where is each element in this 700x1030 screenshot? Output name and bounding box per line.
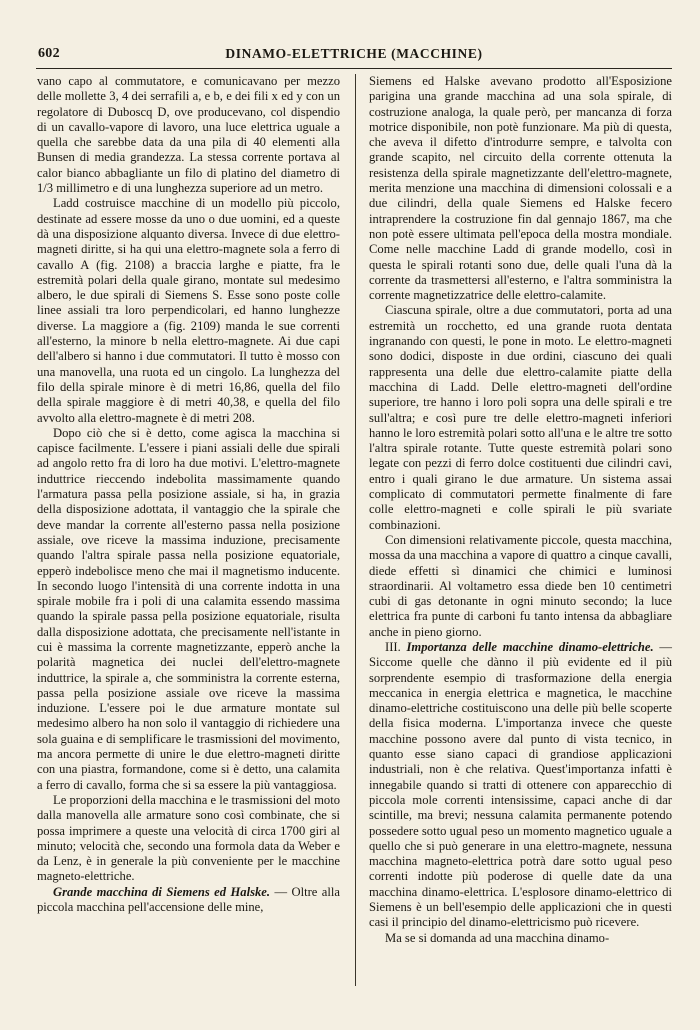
paragraph: Ma se si domanda ad una macchina dinamo- — [385, 930, 610, 945]
paragraph: Le proporzioni della macchina e le trasmissioni del moto dalla manovella alle armature sono così combinate, che si possa imprimere a queste una velocità di circa 1700 giri al minuto; velocità che, secondo una formola data da Weber e da Lenz, è in generale la più conveniente per le macchine magneto-elettriche. — [37, 792, 340, 884]
paragraph-text: — Oltre alla piccola macchina pell'accensione delle mine, — [37, 884, 340, 915]
paragraph — [369, 640, 672, 931]
page-header — [38, 46, 670, 66]
paragraph: Con dimensioni relativamente piccole, questa macchina, mossa da una macchina a vapore di quattro a cinque cavalli, diede effetti sì dinamici che chimici e luminosi straordinarii. Al voltametro essa diede ben 10 centimetri cubi di gas detonante in ogni minuto secondo; la luce elettrica fra punte di carboni fu tanto intensa da abbagliare anche in pieno giorno. — [369, 532, 672, 639]
paragraph: vano capo al commutatore, e comunicavano per mezzo delle mollette 3, 4 dei serrafili a, e b, e dei fili x ed y con un regolatore di Duboscq D, ove producevano, col dispendio di un cavallo-vapore di lavoro, una luce elettrica uguale a quella che sarebbe data da una pila di 40 elementi alla Bunsen di media grandezza. La stessa corrente portava al calor bianco abbagliante un filo di platino del diametro di 1/3 millimetro e di una lunghezza superiore ad un metro. — [37, 74, 340, 196]
paragraph: Dopo ciò che si è detto, come agisca la macchina si capisce facilmente. L'essere i piani assiali delle due spirali ad angolo retto fra di loro ha due motivi. L'elettro-magnete induttrice rieccendo indebolita massimamente quando l'armatura passa pella posizione assiale, si ha, in grazia della disposizione adottata, il vantaggio che la spirale che deve mandar la corrente all'esterno passa nella posizione assiale, ove riceve la massima induzione, precisamente quando l'altra spirale passa nella posizione equatoriale, epperò indebolisce meno che mai il magnetismo inducente. In secondo luogo l'intensità di una corrente indotta in una spirale mobile fra i poli di una calamita essendo massima quando la spirale passa pella posizione equatoriale, risulta dalla disposizione adottata, che precisamente nell'istante in cui è massima la corrente magnetizzante, epperò anche la polarità magnetica dei nuclei dell'elettro-magnete induttrice, la spirale a, che somministra la corrente esterna, passa pella posizione assiale ove riceve la massima induzione. L'essere poi le due armature montate sul medesimo albero ha non solo il vantaggio di richiedere una sola guaina e di semplificare le trasmissioni del movimento, ma ancora permette di unire le due elettro-magneti diritte con una piastra, formandone, come si è detto, una calamita a ferro di cavallo, forma che si sa essere la più vantaggiosa. — [37, 425, 340, 792]
paragraph: Ciascuna spirale, oltre a due commutatori, porta ad una estremità un rocchetto, ed una grande ruota dentata ingranando con questi, le pone in moto. Le elettro-magneti sono dodici, disposte in due ordini, ciascuno dei quali rappresenta una delle due elettro-calamite piatte della macchina di Ladd. Delle elettro-magneti dell'ordine superiore, tre hanno i loro poli sopra una delle spirali e tre sull'altra; e così pure tre delle elettro-magneti inferiori hanno le loro estremità polari sotto all'una e le altre tre sotto l'altra spirale rotante. Tutte queste estremità polari sono legate con pezzi di ferro dolce costituenti due cilindri cavi, entro i quali girano le due armature. Un sistema assai complicato di commutatori permette finalmente di fare colle elettro-magneti e colle spirali le più svariate combinazioni. — [369, 303, 672, 532]
column-divider — [355, 74, 356, 986]
right-column — [369, 74, 672, 946]
paragraph — [37, 885, 340, 916]
section-title: Importanza delle macchine dinamo-elettriche. — [406, 639, 654, 654]
header-rule — [36, 68, 672, 69]
running-title: DINAMO-ELETTRICHE (MACCHINE) — [225, 46, 483, 61]
paragraph: Siemens ed Halske avevano prodotto all'Esposizione parigina una grande macchina ad una sola spirale, di costruzione analoga, la quale però, per mancanza di forza motrice disponibile, non potè funzionare. Ma più di questa, che aveva il difetto d'introdurre sempre, e talvolta con grande scapito, nel circuito della corrente ottenuta la resistenza della spirale magnetizzante dell'elettro-magnete, merita menzione una macchina di dimensioni colossali e a due cilindri, della quale Siemens ed Halske fecero intraprendere la costruzione fin dal gennajo 1867, ma che non potè essere ultimata pell'epoca della mostra mondiale. Come nelle macchine Ladd di grande modello, così in questa le spirali rotanti sono due, delle quali l'una dà la corrente da trasmettersi all'esterno, e l'altra somministra la corrente magnetizzatrice delle elettro-calamite. — [369, 74, 672, 303]
section-number: III. — [385, 639, 407, 654]
paragraph: Ladd costruisce macchine di un modello più piccolo, destinate ad essere mosse da uno o due uomini, ed a queste dà una disposizione alquanto diversa. Invece di due elettro-magneti diritte, si ha qui una elettro-magnete sola a ferro di cavallo A (fig. 2108) a braccia larghe e piatte, fra le estremità polari della quale girano, montate sul medesimo albero, le due spirali di Siemens S. Esse sono poste colle linee assiali tra loro perpendicolari, ed hanno lunghezze diverse. La maggiore a (fig. 2109) manda le sue correnti all'esterno, la minore b nella elettro-magnete. Ai due capi dell'albero si hanno i due commutatori. Il tutto è mosso con una manovella, una ruota ed un cingolo. La lunghezza del filo della spirale minore è di metri 16,86, quella del filo della spirale maggiore è di metri 40,38, e quella del filo avvolto alla elettro-magnete è di metri 208. — [37, 196, 340, 425]
left-column — [37, 74, 340, 915]
subsection-title: Grande macchina di Siemens ed Halske. — [53, 884, 271, 899]
page-number: 602 — [38, 46, 60, 61]
paragraph-text: — Siccome quelle che dànno il più evidente ed il più sorprendente esempio di trasformazione della energia meccanica in energia elettrica e magnetica, le macchine dinamo-elettriche costituiscono una delle più belle scoperte della fisica moderna. L'importanza invece che queste macchine possono avere dal punto di vista tecnico, in quanto esse siano capaci di grandiose applicazioni industriali, non è che relativa. Quest'importanza infatti è innegabile quando si tratti di ottenere con apparecchio di piccola mole correnti intensissime, capaci anche di dar scintille, ma brevi; nessuna calamita permanente potendo possedere sotto ugual peso un momento magnetico uguale a quello che si può generare in una elettro-magnete, nessuna macchina magneto-elettrica potrà dare sotto ugual peso correnti indotte più poderose di quelle date da una macchina dinamo-elettrica. L'esplosore dinamo-elettrico di Siemens è un bell'esempio delle applicazioni che in questi casi il principio del dinamo-elettricismo può ricevere. — [369, 639, 672, 930]
